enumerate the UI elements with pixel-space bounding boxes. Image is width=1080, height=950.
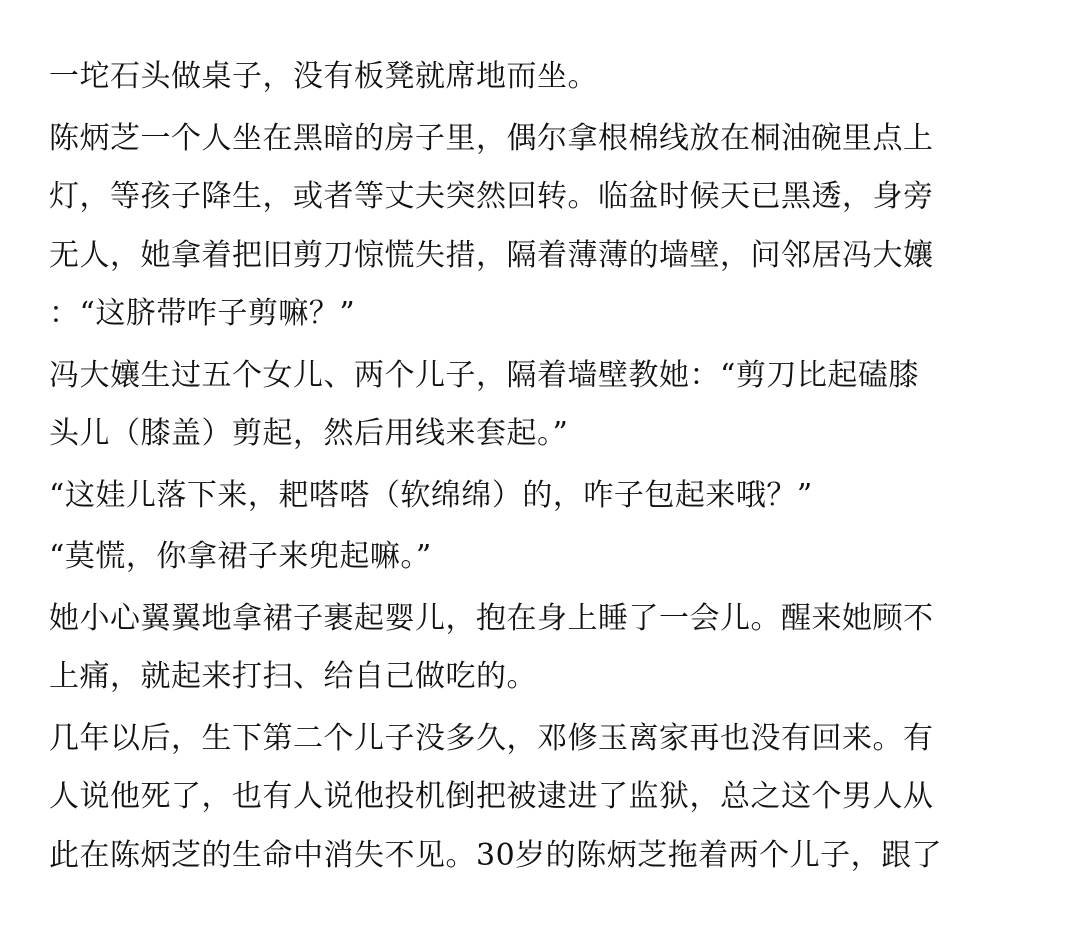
paragraph-1 — [49, 48, 969, 107]
paragraph-7 — [49, 710, 969, 886]
text-line: 头儿（膝盖）剪起，然后用线来套起。” — [49, 416, 569, 451]
text-line: 人说他死了，也有人说他投机倒把被逮进了监狱，总之这个男人从 — [49, 779, 934, 814]
paragraph-3 — [49, 347, 969, 464]
text-line: ：“这脐带咋子剪嘛？” — [49, 296, 356, 331]
text-line: 无人，她拿着把旧剪刀惊慌失措，隔着薄薄的墙壁，问邻居冯大孃 — [49, 237, 934, 273]
text-line: “莫慌，你拿裙子来兜起嘛。” — [49, 539, 432, 574]
document-body — [49, 48, 969, 888]
text-line: 冯大孃生过五个女儿、两个儿子，隔着墙壁教她：“剪刀比起磕膝 — [49, 357, 919, 393]
text-line: 此在陈炳芝的生命中消失不见。30岁的陈炳芝拖着两个儿子，跟了 — [49, 837, 943, 873]
text-line: 上痛，就起来打扫、给自己做吃的。 — [49, 659, 537, 694]
text-line: 她小心翼翼地拿裙子裹起婴儿，抱在身上睡了一会儿。醒来她顾不 — [49, 600, 934, 636]
text-line: 几年以后，生下第二个儿子没多久，邓修玉离家再也没有回来。有 — [49, 720, 934, 756]
paragraph-6 — [49, 590, 969, 707]
paragraph-4 — [49, 467, 969, 526]
paragraph-2 — [49, 110, 969, 344]
text-line: 灯，等孩子降生，或者等丈夫突然回转。临盆时候天已黑透，身旁 — [49, 179, 934, 214]
text-line: 陈炳芝一个人坐在黑暗的房子里，偶尔拿根棉线放在桐油碗里点上 — [49, 120, 934, 156]
text-line: “这娃儿落下来，耙嗒嗒（软绵绵）的，咋子包起来哦？” — [49, 477, 813, 513]
text-line: 一坨石头做桌子，没有板凳就席地而坐。 — [49, 59, 598, 94]
paragraph-5 — [49, 528, 969, 587]
